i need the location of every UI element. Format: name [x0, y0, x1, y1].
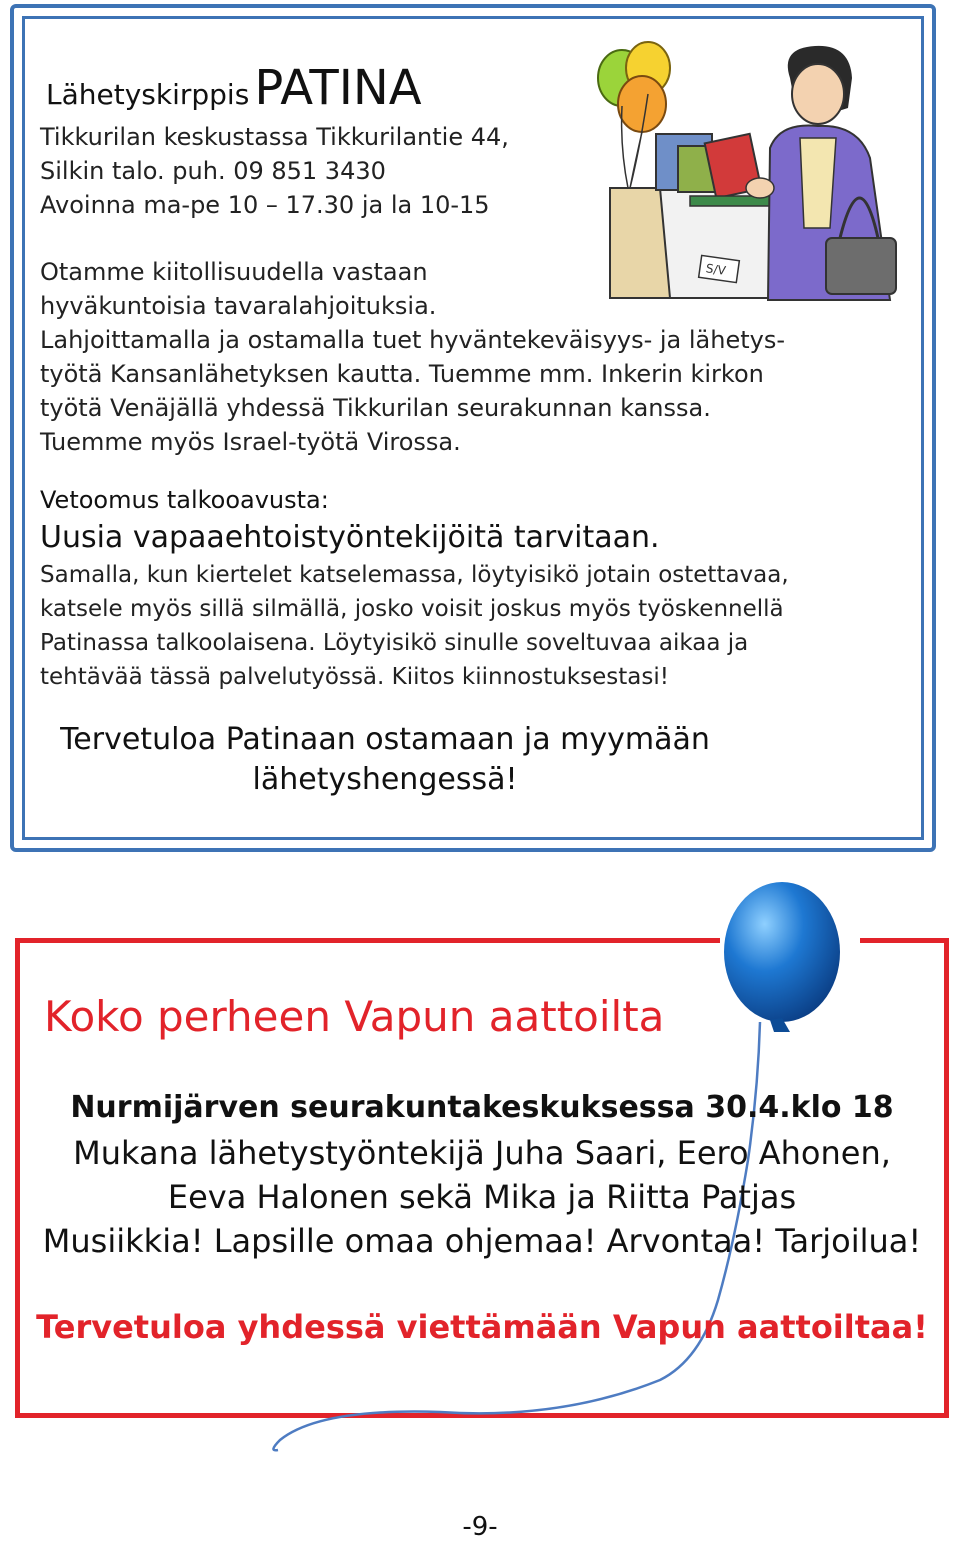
- description-line: työtä Venäjällä yhdessä Tikkurilan seurakunnan kanssa.: [40, 394, 711, 422]
- description-line: Tuemme myös Israel-työtä Virossa.: [40, 428, 461, 456]
- description-line: hyväkuntoisia tavaralahjoituksia.: [40, 292, 437, 320]
- patina-welcome: [40, 720, 730, 800]
- person-icon: [746, 46, 896, 300]
- address-line: Silkin talo. puh. 09 851 3430: [40, 157, 386, 185]
- event-detail-line: Eeva Halonen sekä Mika ja Riitta Patjas: [167, 1178, 797, 1216]
- appeal-line: tehtävää tässä palvelutyössä. Kiitos kiinnostuksestasi!: [40, 664, 669, 690]
- event-title: Koko perheen Vapun aattoilta: [44, 992, 665, 1041]
- shopkeeper-illustration: [590, 38, 910, 308]
- appeal-line: Samalla, kun kiertelet katselemassa, löytyisikö jotain ostettavaa,: [40, 562, 789, 588]
- patina-title: [46, 60, 422, 116]
- patina-title-main: PATINA: [254, 60, 422, 116]
- description-line: Lahjoittamalla ja ostamalla tuet hyväntekeväisyys- ja lähetys-: [40, 326, 786, 354]
- appeal-line: katsele myös sillä silmällä, josko voisit joskus myös työskennellä: [40, 596, 784, 622]
- appeal-line: Patinassa talkoolaisena. Löytyisikö sinulle soveltuvaa aikaa ja: [40, 630, 749, 656]
- appeal-body: [40, 558, 840, 694]
- appeal-lead: Uusia vapaaehtoistyöntekijöitä tarvitaan.: [40, 520, 660, 555]
- address-line: Tikkurilan keskustassa Tikkurilantie 44,: [40, 123, 509, 151]
- description-line: Otamme kiitollisuudella vastaan: [40, 258, 428, 286]
- welcome-line: Tervetuloa Patinaan ostamaan ja myymään: [60, 722, 710, 757]
- patina-title-prefix: Lähetyskirppis: [46, 78, 250, 111]
- event-welcome: Tervetuloa yhdessä viettämään Vapun aattoiltaa!: [36, 1308, 928, 1346]
- welcome-line: lähetyshengessä!: [252, 762, 518, 797]
- event-detail-line: Mukana lähetystyöntekijä Juha Saari, Eero Ahonen,: [73, 1134, 891, 1172]
- appeal-heading: Vetoomus talkooavusta:: [40, 486, 329, 514]
- event-location: Nurmijärven seurakuntakeskuksessa 30.4.klo 18: [70, 1090, 894, 1125]
- description-line: työtä Kansanlähetyksen kautta. Tuemme mm. Inkerin kirkon: [40, 360, 764, 388]
- page-number: -9-: [462, 1512, 498, 1542]
- box-label: S/V: [705, 261, 727, 278]
- event-detail-line: Musiikkia! Lapsille omaa ohjemaa! Arvontaa! Tarjoilua!: [42, 1222, 922, 1260]
- address-line: Avoinna ma-pe 10 – 17.30 ja la 10-15: [40, 191, 490, 219]
